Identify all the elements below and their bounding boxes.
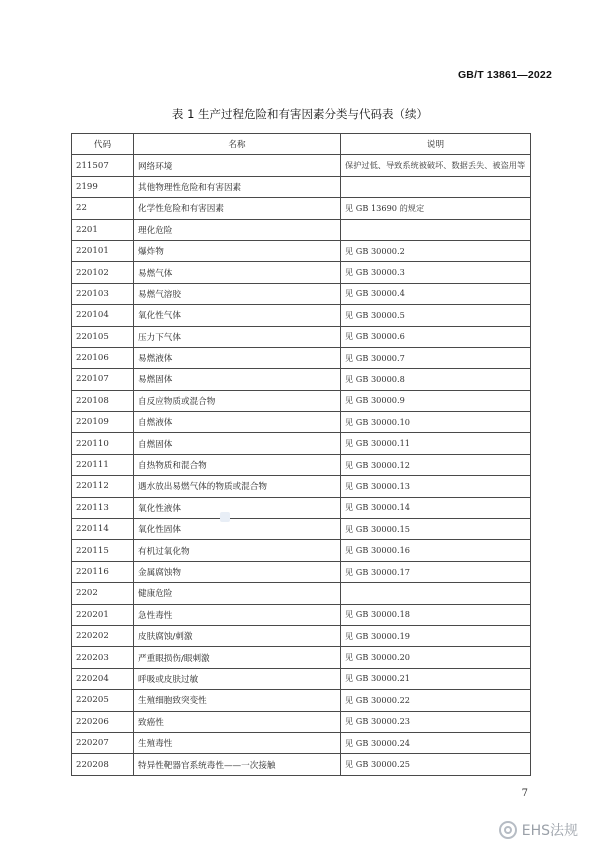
name-cell: 易燃气体 [134, 262, 341, 283]
table-row [72, 283, 531, 304]
table-row [72, 732, 531, 753]
table-row [72, 219, 531, 240]
code-cell: 2199 [72, 176, 134, 197]
code-cell: 220110 [72, 433, 134, 454]
table-row [72, 711, 531, 732]
code-cell: 220202 [72, 625, 134, 646]
table-header-row [72, 134, 531, 155]
code-cell: 220201 [72, 604, 134, 625]
name-cell: 自反应物质或混合物 [134, 390, 341, 411]
table-row [72, 604, 531, 625]
note-cell [341, 219, 531, 240]
column-header-note: 说明 [341, 134, 531, 155]
table-row [72, 390, 531, 411]
scan-artifact [220, 512, 230, 522]
table-row [72, 668, 531, 689]
table-row [72, 240, 531, 261]
note-cell: 见 GB 30000.20 [341, 647, 531, 668]
hazard-code-table [71, 133, 531, 776]
note-cell: 见 GB 30000.17 [341, 561, 531, 582]
note-cell: 见 GB 30000.22 [341, 690, 531, 711]
name-cell: 金属腐蚀物 [134, 561, 341, 582]
table-row [72, 155, 531, 176]
note-cell: 见 GB 30000.15 [341, 519, 531, 540]
code-cell: 220113 [72, 497, 134, 518]
table-caption: 表 1 生产过程危险和有害因素分类与代码表（续） [171, 107, 429, 121]
table-row [72, 198, 531, 219]
code-cell: 220205 [72, 690, 134, 711]
column-header-code: 代码 [72, 134, 134, 155]
code-cell: 220104 [72, 305, 134, 326]
code-cell: 220101 [72, 240, 134, 261]
name-cell: 自燃液体 [134, 412, 341, 433]
name-cell: 化学性危险和有害因素 [134, 198, 341, 219]
code-cell: 220208 [72, 754, 134, 775]
note-cell: 见 GB 30000.8 [341, 369, 531, 390]
code-cell: 220102 [72, 262, 134, 283]
note-cell: 见 GB 30000.12 [341, 454, 531, 475]
table-row [72, 540, 531, 561]
code-cell: 220106 [72, 347, 134, 368]
code-cell: 220114 [72, 519, 134, 540]
name-cell: 氧化性固体 [134, 519, 341, 540]
table-row [72, 433, 531, 454]
name-cell: 生殖细胞致突变性 [134, 690, 341, 711]
name-cell: 自热物质和混合物 [134, 454, 341, 475]
watermark-text: EHS法规 [521, 823, 578, 839]
note-cell: 见 GB 30000.5 [341, 305, 531, 326]
table-row [72, 347, 531, 368]
note-cell: 见 GB 30000.2 [341, 240, 531, 261]
table-row [72, 561, 531, 582]
note-cell [341, 176, 531, 197]
table-row [72, 454, 531, 475]
name-cell: 呼吸或皮肤过敏 [134, 668, 341, 689]
name-cell: 皮肤腐蚀/刺激 [134, 625, 341, 646]
code-cell: 220103 [72, 283, 134, 304]
code-cell: 220107 [72, 369, 134, 390]
note-cell: 见 GB 30000.9 [341, 390, 531, 411]
wechat-logo-icon [499, 821, 517, 839]
column-header-name: 名称 [134, 134, 341, 155]
note-cell: 见 GB 30000.6 [341, 326, 531, 347]
table-row [72, 497, 531, 518]
table-row [72, 369, 531, 390]
name-cell: 健康危险 [134, 583, 341, 604]
name-cell: 自燃固体 [134, 433, 341, 454]
code-cell: 2201 [72, 219, 134, 240]
note-cell: 见 GB 30000.10 [341, 412, 531, 433]
standard-number: GB/T 13861—2022 [457, 69, 552, 81]
table-row [72, 412, 531, 433]
note-cell: 见 GB 30000.7 [341, 347, 531, 368]
name-cell: 网络环境 [134, 155, 341, 176]
table-row [72, 262, 531, 283]
note-cell: 见 GB 13690 的规定 [341, 198, 531, 219]
note-cell: 见 GB 30000.11 [341, 433, 531, 454]
code-cell: 211507 [72, 155, 134, 176]
code-cell: 220204 [72, 668, 134, 689]
watermark [499, 820, 578, 840]
code-cell: 220206 [72, 711, 134, 732]
note-cell [341, 583, 531, 604]
note-cell: 见 GB 30000.21 [341, 668, 531, 689]
name-cell: 遇水放出易燃气体的物质或混合物 [134, 476, 341, 497]
note-cell: 见 GB 30000.23 [341, 711, 531, 732]
code-cell: 220105 [72, 326, 134, 347]
name-cell: 生殖毒性 [134, 732, 341, 753]
name-cell: 特异性靶器官系统毒性——一次接触 [134, 754, 341, 775]
table-row [72, 326, 531, 347]
table-row [72, 476, 531, 497]
name-cell: 压力下气体 [134, 326, 341, 347]
name-cell: 致癌性 [134, 711, 341, 732]
code-cell: 220115 [72, 540, 134, 561]
name-cell: 易燃液体 [134, 347, 341, 368]
code-cell: 220207 [72, 732, 134, 753]
code-cell: 22 [72, 198, 134, 219]
code-cell: 220203 [72, 647, 134, 668]
name-cell: 氧化性气体 [134, 305, 341, 326]
note-cell: 见 GB 30000.16 [341, 540, 531, 561]
name-cell: 其他物理性危险和有害因素 [134, 176, 341, 197]
table-row [72, 519, 531, 540]
code-cell: 220116 [72, 561, 134, 582]
note-cell: 见 GB 30000.13 [341, 476, 531, 497]
table-row [72, 647, 531, 668]
table-row [72, 583, 531, 604]
note-cell: 见 GB 30000.24 [341, 732, 531, 753]
name-cell: 氧化性液体 [134, 497, 341, 518]
table-row [72, 176, 531, 197]
table-row [72, 305, 531, 326]
name-cell: 有机过氧化物 [134, 540, 341, 561]
table-row [72, 690, 531, 711]
code-cell: 220112 [72, 476, 134, 497]
note-cell: 见 GB 30000.4 [341, 283, 531, 304]
note-cell: 保护过低、导致系统被破坏、数据丢失、被盗用等 [341, 155, 531, 176]
name-cell: 严重眼损伤/眼刺激 [134, 647, 341, 668]
note-cell: 见 GB 30000.25 [341, 754, 531, 775]
note-cell: 见 GB 30000.3 [341, 262, 531, 283]
table-row [72, 754, 531, 775]
table-row [72, 625, 531, 646]
code-cell: 2202 [72, 583, 134, 604]
note-cell: 见 GB 30000.19 [341, 625, 531, 646]
note-cell: 见 GB 30000.18 [341, 604, 531, 625]
name-cell: 易燃气溶胶 [134, 283, 341, 304]
code-cell: 220111 [72, 454, 134, 475]
name-cell: 易燃固体 [134, 369, 341, 390]
name-cell: 爆炸物 [134, 240, 341, 261]
note-cell: 见 GB 30000.14 [341, 497, 531, 518]
page-number: 7 [521, 788, 528, 799]
name-cell: 理化危险 [134, 219, 341, 240]
code-cell: 220109 [72, 412, 134, 433]
code-cell: 220108 [72, 390, 134, 411]
name-cell: 急性毒性 [134, 604, 341, 625]
